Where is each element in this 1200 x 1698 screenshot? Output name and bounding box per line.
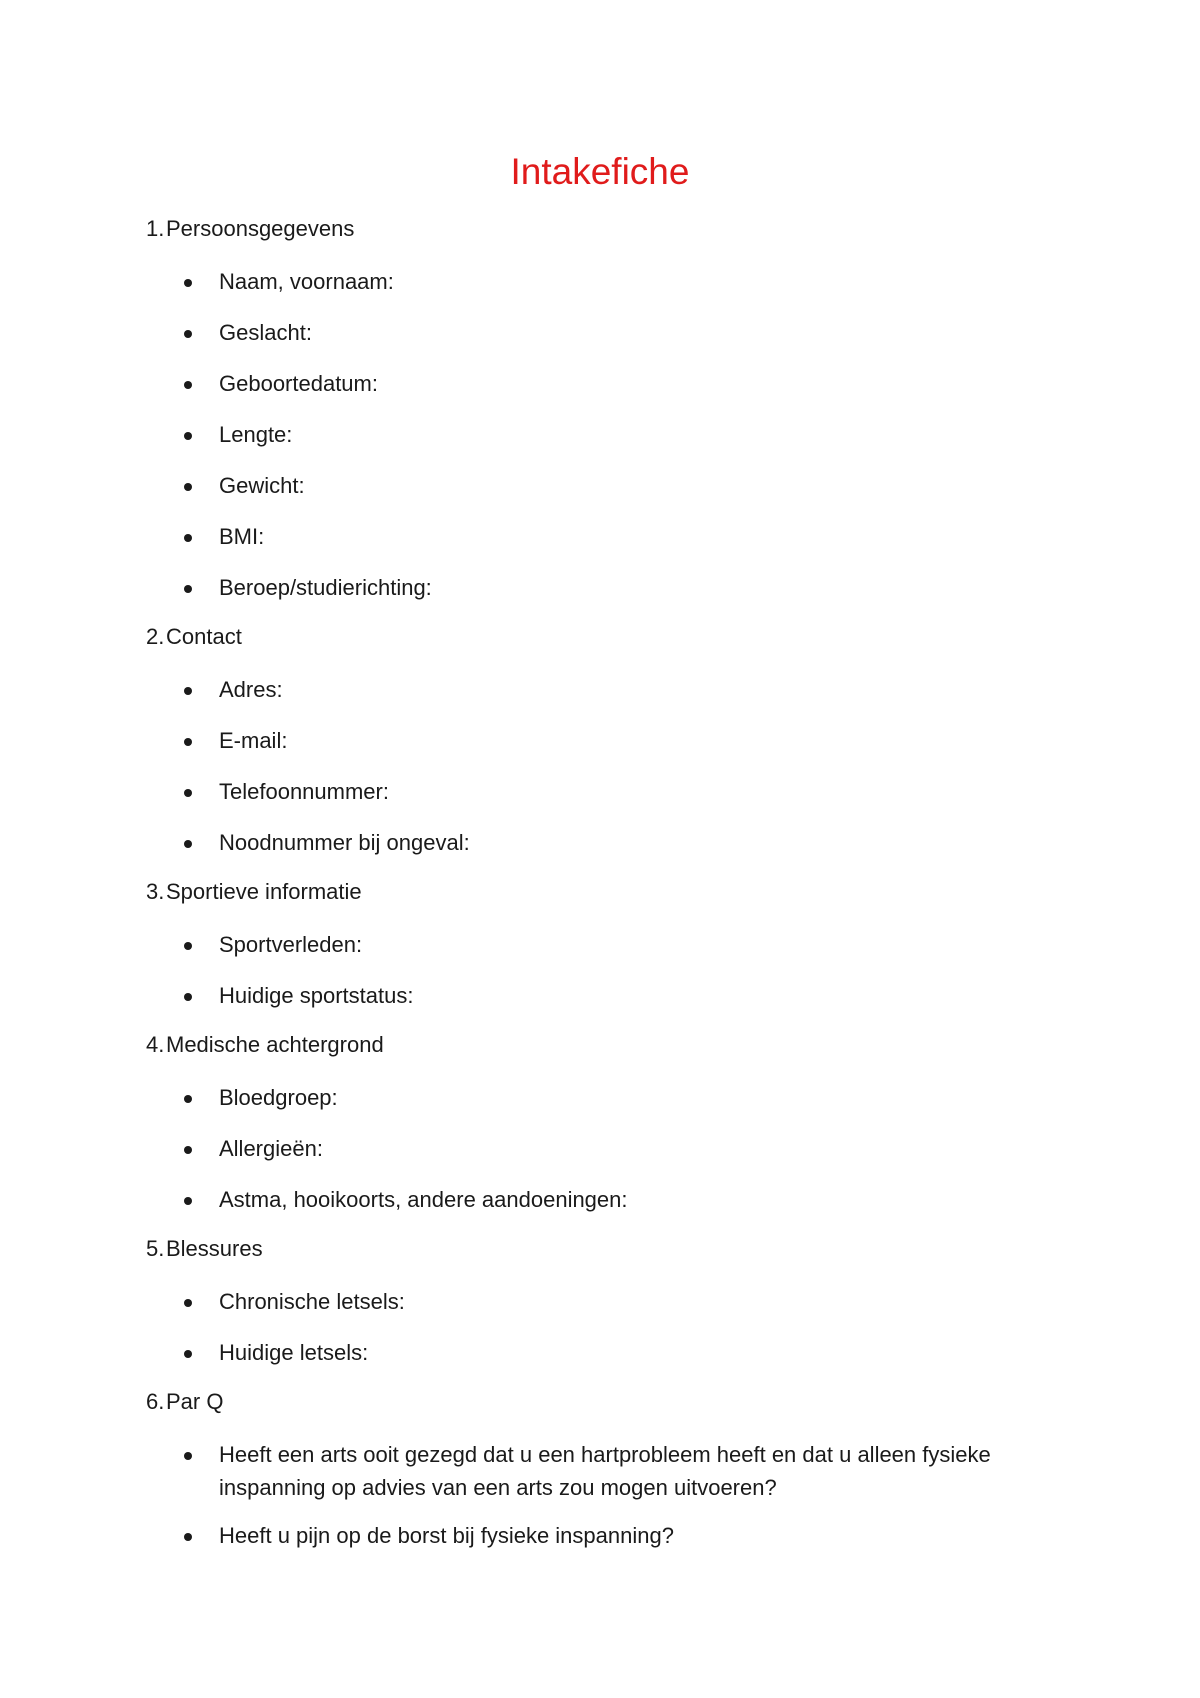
bullet-icon: [184, 789, 192, 797]
list-item: [146, 367, 1046, 400]
list-item: [146, 265, 1046, 298]
section-heading: [146, 214, 1046, 244]
list-item: [146, 469, 1046, 502]
bullet-icon: [184, 432, 192, 440]
bullet-icon: [184, 279, 192, 287]
list-item: [146, 571, 1046, 604]
bullet-icon: [184, 534, 192, 542]
field-label: Allergieën:: [219, 1136, 323, 1161]
bullet-icon: [184, 993, 192, 1001]
section-heading: [146, 1030, 1046, 1060]
section-heading-text: Medische achtergrond: [166, 1032, 384, 1057]
field-label: Adres:: [219, 677, 283, 702]
bullet-icon: [184, 1350, 192, 1358]
section-number: 2.: [146, 624, 165, 649]
list-item: [146, 1081, 1046, 1114]
field-label: Lengte:: [219, 422, 293, 447]
bullet-icon: [184, 381, 192, 389]
field-list: [146, 928, 1046, 1012]
list-item: [146, 775, 1046, 808]
section-heading-text: Sportieve informatie: [166, 879, 362, 904]
section-number: 6.: [146, 1389, 165, 1414]
field-label: Beroep/studierichting:: [219, 575, 432, 600]
section: [146, 877, 1046, 1012]
document-body: [146, 214, 1046, 1570]
list-item: [146, 316, 1046, 349]
section-heading-text: Contact: [166, 624, 242, 649]
section-heading: [146, 622, 1046, 652]
field-label: Bloedgroep:: [219, 1085, 338, 1110]
section: [146, 1234, 1046, 1369]
list-item: [146, 1132, 1046, 1165]
bullet-icon: [184, 840, 192, 848]
bullet-icon: [184, 1452, 192, 1460]
section-heading-text: Blessures: [166, 1236, 263, 1261]
bullet-icon: [184, 942, 192, 950]
field-label: Noodnummer bij ongeval:: [219, 830, 470, 855]
list-item: [146, 979, 1046, 1012]
bullet-icon: [184, 1299, 192, 1307]
section-number: 1.: [146, 216, 165, 241]
section: [146, 1030, 1046, 1216]
field-list: [146, 1285, 1046, 1369]
document-title: Intakefiche: [510, 151, 690, 192]
bullet-icon: [184, 585, 192, 593]
field-list: [146, 265, 1046, 604]
field-list: [146, 673, 1046, 859]
field-label: Geboortedatum:: [219, 371, 378, 396]
list-item: [146, 1183, 1046, 1216]
field-label: Astma, hooikoorts, andere aandoeningen:: [219, 1187, 628, 1212]
field-label: E-mail:: [219, 728, 288, 753]
field-list: [146, 1081, 1046, 1216]
bullet-icon: [184, 1146, 192, 1154]
bullet-icon: [184, 330, 192, 338]
field-label: Geslacht:: [219, 320, 312, 345]
field-label: Chronische letsels:: [219, 1289, 405, 1314]
field-label: Heeft u pijn op de borst bij fysieke inspanning?: [219, 1523, 674, 1548]
bullet-icon: [184, 483, 192, 491]
field-label: Heeft een arts ooit gezegd dat u een hartprobleem heeft en dat u alleen fysieke inspanning op advies van een arts zou mogen uitvoeren?: [219, 1442, 991, 1500]
section-number: 4.: [146, 1032, 165, 1057]
field-label: BMI:: [219, 524, 265, 549]
bullet-icon: [184, 1095, 192, 1103]
section-heading-text: Persoonsgegevens: [166, 216, 355, 241]
section-heading: [146, 1387, 1046, 1417]
section: [146, 214, 1046, 604]
list-item: [146, 1285, 1046, 1318]
field-list: [146, 1438, 1046, 1552]
list-item: [146, 1438, 1046, 1504]
list-item: [146, 418, 1046, 451]
bullet-icon: [184, 687, 192, 695]
bullet-icon: [184, 1533, 192, 1541]
section-number: 5.: [146, 1236, 165, 1261]
list-item: [146, 928, 1046, 961]
field-label: Naam, voornaam:: [219, 269, 394, 294]
field-label: Telefoonnummer:: [219, 779, 389, 804]
list-item: [146, 1519, 1046, 1552]
list-item: [146, 520, 1046, 553]
bullet-icon: [184, 738, 192, 746]
list-item: [146, 673, 1046, 706]
list-item: [146, 826, 1046, 859]
field-label: Gewicht:: [219, 473, 305, 498]
section-heading: [146, 877, 1046, 907]
field-label: Huidige sportstatus:: [219, 983, 414, 1008]
section-heading: [146, 1234, 1046, 1264]
list-item: [146, 724, 1046, 757]
field-label: Sportverleden:: [219, 932, 363, 957]
field-label: Huidige letsels:: [219, 1340, 369, 1365]
section-number: 3.: [146, 879, 165, 904]
section: [146, 1387, 1046, 1552]
section-heading-text: Par Q: [166, 1389, 224, 1414]
list-item: [146, 1336, 1046, 1369]
section: [146, 622, 1046, 859]
bullet-icon: [184, 1197, 192, 1205]
